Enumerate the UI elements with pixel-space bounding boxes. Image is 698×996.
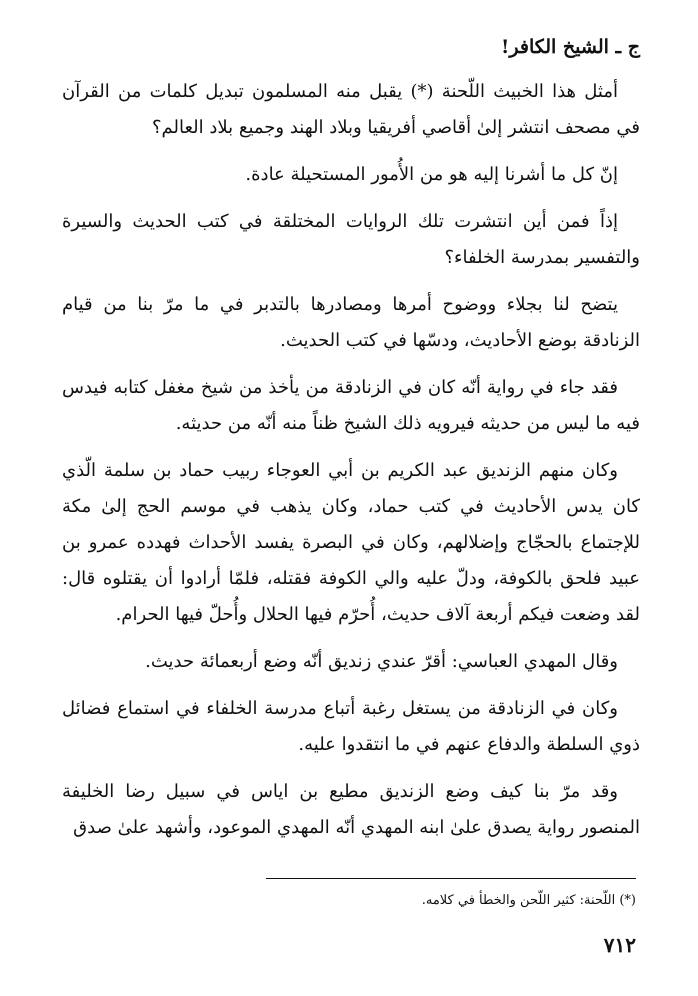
paragraph-2: إنّ كل ما أشرنا إليه هو من الأُمور المستحيلة عادة.: [245, 164, 618, 185]
footnote-divider: [266, 878, 636, 879]
paragraph-8: وكان في الزنادقة من يستغل رغبة أتباع مدرسة الخلفاء في استماع فضائل ذوي السلطة والدفاع عنهم في ما انتقدوا عليه.: [62, 698, 640, 755]
paragraph-1: أمثل هذا الخبيث اللّحنة (*) يقبل منه المسلمون تبديل كلمات من القرآن في مصحف انتشر إلىٰ أقاصي أفريقيا وبلاد الهند وجميع بلاد العالم؟: [62, 81, 640, 138]
paragraph-7: وقال المهدي العباسي: أقرّ عندي زنديق أنّه وضع أربعمائة حديث.: [145, 651, 618, 672]
section-heading: ج ـ الشيخ الكافر!: [501, 36, 640, 58]
footnote: (*) اللّحنة: كثير اللّحن والخطأ في كلامه.: [421, 893, 636, 908]
paragraph-3: إذاً فمن أين انتشرت تلك الروايات المختلقة في كتب الحديث والسيرة والتفسير بمدرسة الخلفاء؟: [62, 211, 640, 268]
paragraph-4: يتضح لنا بجلاء ووضوح أمرها ومصادرها بالتدبر في ما مرّ بنا من قيام الزنادقة بوضع الأحاديث، ودسّها في كتب الحديث.: [62, 294, 640, 351]
paragraph-5: فقد جاء في رواية أنّه كان في الزنادقة من يأخذ من شيخ مغفل كتابه فيدس فيه ما ليس من حديثه فيرويه ذلك الشيخ ظناً منه أنّه من حديثه.: [62, 377, 640, 434]
page-number: ٧١٢: [603, 933, 636, 957]
paragraph-6: وكان منهم الزنديق عبد الكريم بن أبي العوجاء ربيب حماد بن سلمة الّذي كان يدس الأحاديث في كتب حماد، وكان يذهب في موسم الحج إلىٰ مكة للإجتماع بالحجّاج وإضلالهم، وكان في البصرة يفسد الأحداث فهدده عمرو بن عبيد فلحق بالكوفة، ودلّ عليه والي الكوفة فقتله، فلمّا أرادوا أن يقتلوه قال: لقد وضعت فيكم أربعة آلاف حديث، أُحرّم فيها الحلال وأُحلّ فيها الحرام.: [62, 460, 640, 625]
page-body: [62, 30, 640, 857]
paragraph-9: وقد مرّ بنا كيف وضع الزنديق مطيع بن اياس في سبيل رضا الخليفة المنصور رواية يصدق علىٰ ابنه المهدي أنّه المهدي الموعود، وأشهد علىٰ صدق: [62, 781, 640, 838]
